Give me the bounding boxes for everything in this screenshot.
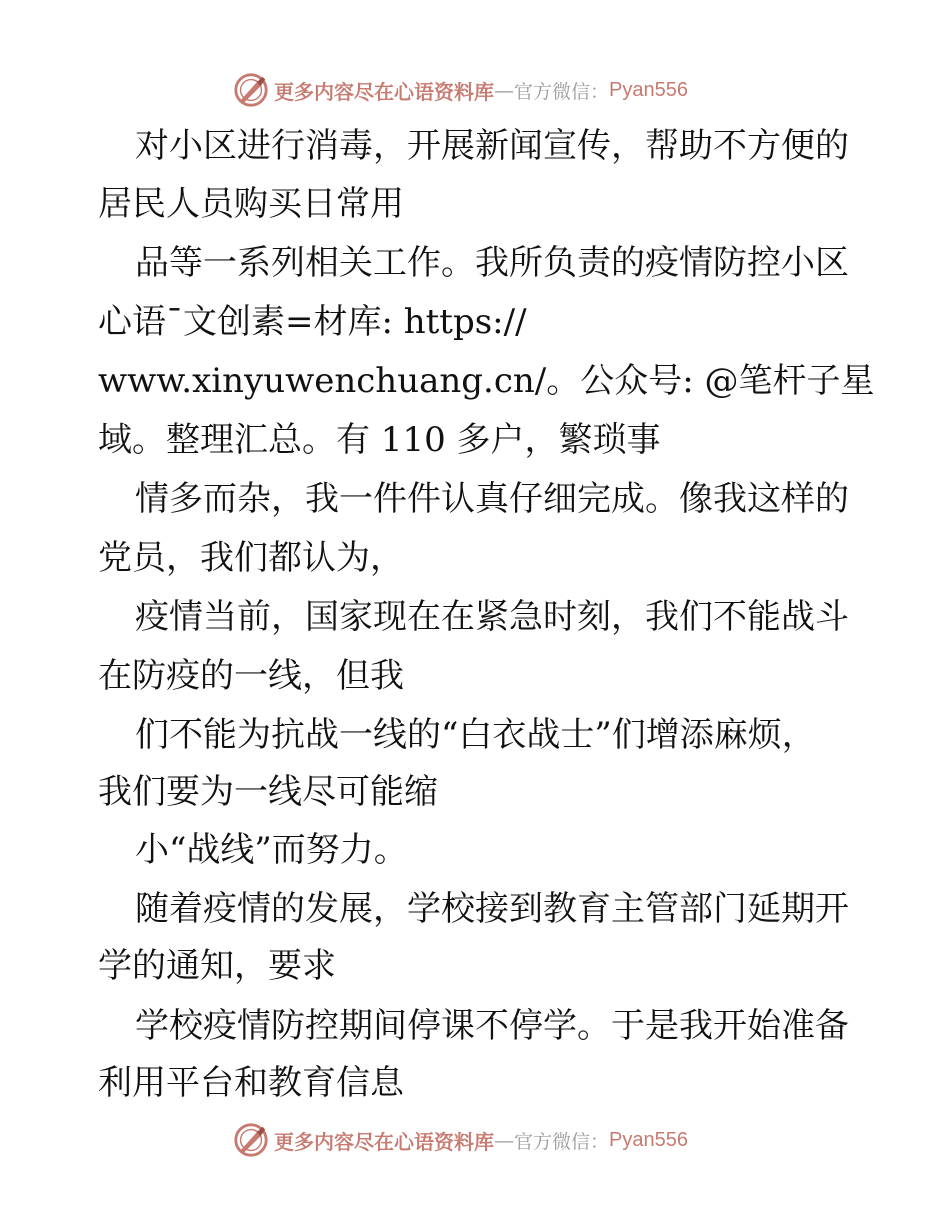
body-line: 在防疫的一线，但我 <box>98 656 404 696</box>
body-line: 随着疫情的发展，学校接到教育主管部门延期开 <box>135 889 849 929</box>
body-line: 学校疫情防控期间停课不停学。于是我开始准备 <box>135 1006 849 1046</box>
header-wechat-id: Pyan556 <box>609 78 688 101</box>
body-line: 党员，我们都认为， <box>98 538 404 578</box>
body-line: 我们要为一线尽可能缩 <box>98 772 438 812</box>
body-line: 疫情当前，国家现在在紧急时刻，我们不能战斗 <box>135 597 849 637</box>
header-wechat-label: 官方微信： <box>514 80 610 103</box>
header-separator: — <box>494 78 514 102</box>
body-line: 品等一系列相关工作。我所负责的疫情防控小区 <box>135 243 849 283</box>
footer-separator: — <box>494 1128 514 1152</box>
body-line: 居民人员购买日常用 <box>98 184 404 224</box>
body-line: 学的通知，要求 <box>98 946 336 986</box>
pen-logo-icon <box>232 71 270 109</box>
body-line: 心语¯文创素=材库: https:// <box>98 302 527 342</box>
footer-site-text: 更多内容尽在心语资料库 <box>274 1129 494 1154</box>
header-site-text: 更多内容尽在心语资料库 <box>274 79 494 104</box>
body-line: 情多而杂，我一件件认真仔细完成。像我这样的 <box>135 479 849 519</box>
body-line: 利用平台和教育信息 <box>98 1063 404 1103</box>
footer-wechat-label: 官方微信： <box>514 1130 610 1153</box>
body-line: 小“战线”而努力。 <box>135 830 408 870</box>
body-line: 们不能为抗战一线的“白衣战士”们增添麻烦， <box>135 715 816 755</box>
body-line: 域。整理汇总。有 110 多户，繁琐事 <box>98 420 661 460</box>
pen-logo-icon <box>232 1121 270 1159</box>
header-banner <box>232 70 688 110</box>
body-line: 对小区进行消毒，开展新闻宣传，帮助不方便的 <box>135 126 849 166</box>
body-line: www.xinyuwenchuang.cn/。公众号: @笔杆子星 <box>98 361 875 401</box>
footer-wechat-id: Pyan556 <box>609 1128 688 1151</box>
footer-banner <box>232 1120 688 1160</box>
